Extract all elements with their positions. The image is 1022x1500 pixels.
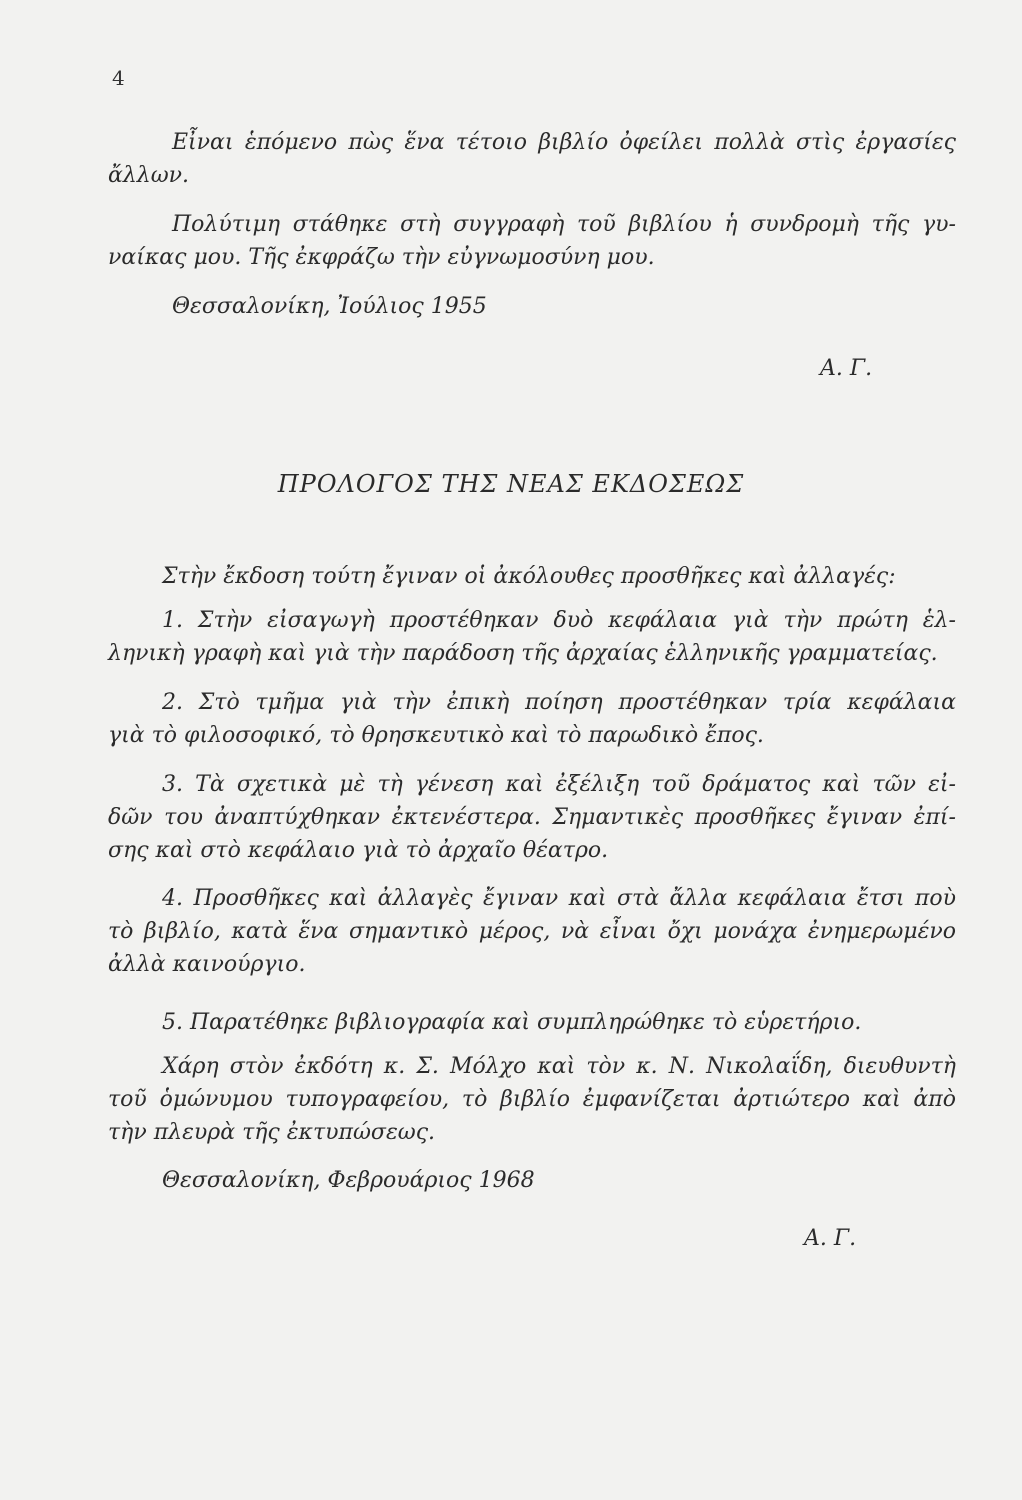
text-line: τὸ βιβλίο, κατὰ ἕνα σημαντικὸ μέρος, νὰ εἶναι ὄχι μονάχα ἐνημερωμένο <box>108 919 956 944</box>
text-line: 5. Παρατέθηκε βιβλιογραφία καὶ συμπληρώθηκε τὸ εὑρετήριο. <box>162 1010 862 1035</box>
page-number: 4 <box>112 66 125 90</box>
preface-opening <box>108 560 956 593</box>
text-line: γιὰ τὸ φιλοσοφικό, τὸ θρησκευτικὸ καὶ τὸ παρωδικὸ ἔπος. <box>108 723 764 748</box>
text-line: ναίκας μου. Τῆς ἐκφράζω τὴν εὐγνωμοσύνη μου. <box>108 245 655 270</box>
text-line: τὴν πλευρὰ τῆς ἐκτυπώσεως. <box>108 1120 436 1145</box>
text-line: ληνικὴ γραφὴ καὶ γιὰ τὴν παράδοση τῆς ἀρχαίας ἑλληνικῆς γραμματείας. <box>108 641 938 666</box>
text-line: Θεσσαλονίκη, Ἰούλιος 1955 <box>172 294 487 319</box>
text-line: Χάρη στὸν ἐκδότη κ. Σ. Μόλχο καὶ τὸν κ. Ν. Νικολαΐδη, διευθυντὴ <box>162 1054 956 1079</box>
text-line: ἄλλων. <box>108 163 190 188</box>
preface-item-2 <box>108 686 956 752</box>
text-line: Στὴν ἔκδοση τούτη ἔγιναν οἱ ἀκόλουθες προσθῆκες καὶ ἀλλαγές: <box>162 564 896 589</box>
intro-signature: Α. Γ. <box>820 356 873 381</box>
text-line: 1. Στὴν εἰσαγωγὴ προστέθηκαν δυὸ κεφάλαια γιὰ τὴν πρώτη ἑλ- <box>162 608 956 633</box>
preface-item-1 <box>108 604 956 670</box>
text-line: τοῦ ὁμώνυμου τυπογραφείου, τὸ βιβλίο ἐμφανίζεται ἀρτιώτερο καὶ ἀπὸ <box>108 1087 956 1112</box>
text-line: Εἶναι ἑπόμενο πὼς ἕνα τέτοιο βιβλίο ὀφείλει πολλὰ στὶς ἐργασίες <box>172 130 956 155</box>
intro-place-date <box>108 290 956 323</box>
preface-thanks <box>108 1050 956 1149</box>
text-line: σης καὶ στὸ κεφάλαιο γιὰ τὸ ἀρχαῖο θέατρο. <box>108 838 609 863</box>
preface-item-4 <box>108 882 956 981</box>
text-line: 4. Προσθῆκες καὶ ἀλλαγὲς ἔγιναν καὶ στὰ ἄλλα κεφάλαια ἔτσι ποὺ <box>162 886 956 911</box>
preface-item-5 <box>108 1006 956 1039</box>
text-line: Θεσσαλονίκη, Φεβρουάριος 1968 <box>162 1168 535 1193</box>
preface-item-3 <box>108 768 956 867</box>
preface-title: ΠΡΟΛΟΓΟΣ ΤΗΣ ΝΕΑΣ ΕΚΔΟΣΕΩΣ <box>277 470 745 498</box>
text-line: Πολύτιμη στάθηκε στὴ συγγραφὴ τοῦ βιβλίου ἡ συνδρομὴ τῆς γυ- <box>172 212 956 237</box>
text-line: δῶν του ἀναπτύχθηκαν ἐκτενέστερα. Σημαντικὲς προσθῆκες ἔγιναν ἐπί- <box>108 805 956 830</box>
preface-signature: Α. Γ. <box>804 1226 857 1251</box>
text-line: 3. Τὰ σχετικὰ μὲ τὴ γένεση καὶ ἐξέλιξη τοῦ δράματος καὶ τῶν εἰ- <box>162 772 956 797</box>
text-line: ἀλλὰ καινούργιο. <box>108 952 306 977</box>
text-line: 2. Στὸ τμῆμα γιὰ τὴν ἐπικὴ ποίηση προστέθηκαν τρία κεφάλαια <box>162 690 956 715</box>
intro-paragraph-2 <box>108 208 956 274</box>
intro-paragraph-1 <box>108 126 956 192</box>
preface-place-date <box>108 1164 956 1197</box>
